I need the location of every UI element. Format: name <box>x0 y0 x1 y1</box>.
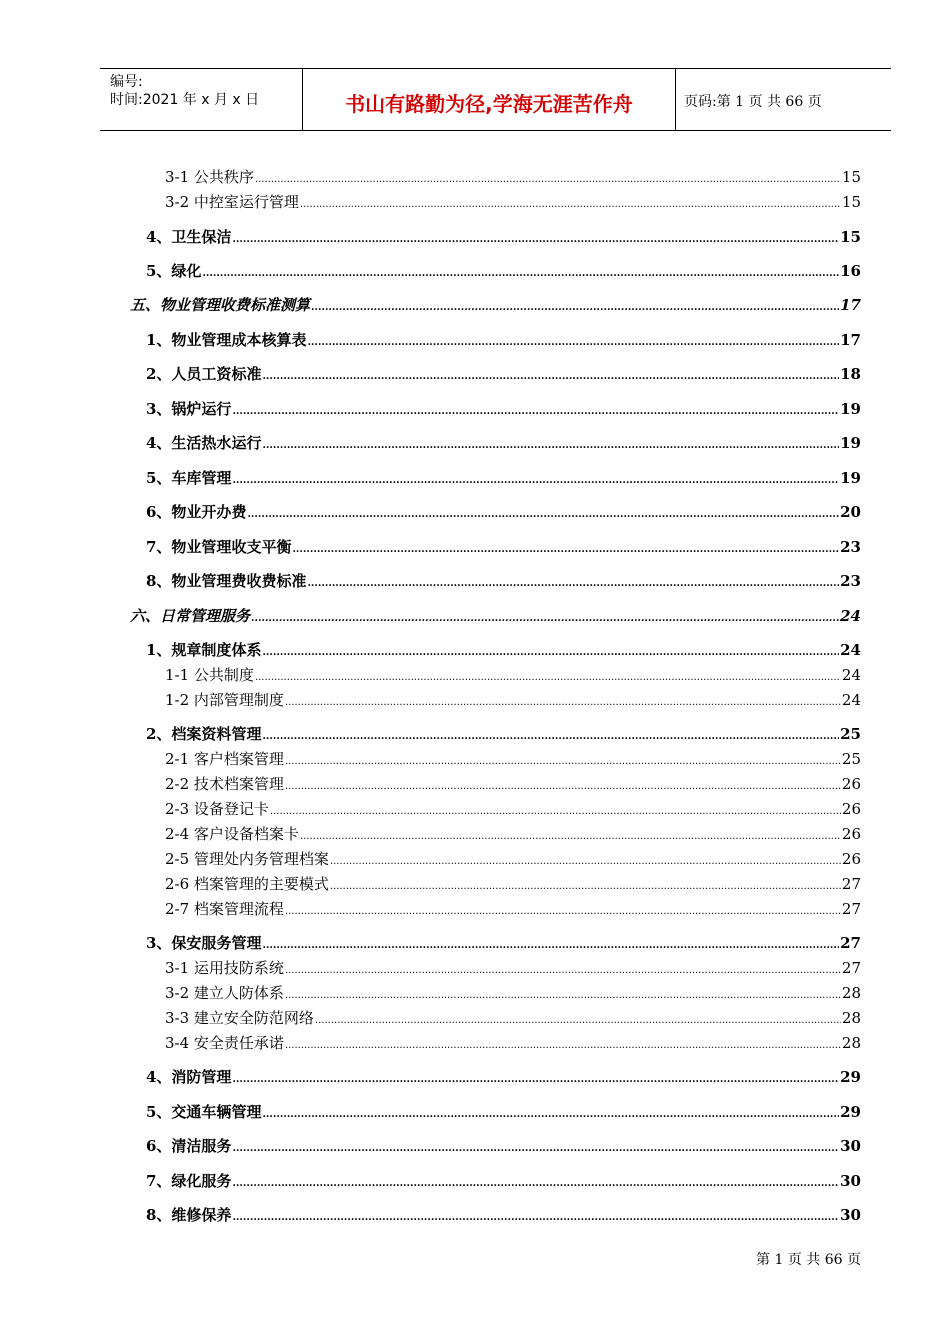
toc-entry-title: 3-1 运用技防系统 <box>165 959 284 977</box>
toc-entry-page: 28 <box>841 1009 861 1027</box>
toc-entry-title: 1-2 内部管理制度 <box>165 691 284 709</box>
toc-subsection[interactable] <box>165 982 861 1003</box>
toc-dot-leader <box>307 578 839 589</box>
toc-dot-leader <box>262 731 839 742</box>
toc-entry-title: 3、保安服务管理 <box>146 934 262 952</box>
toc-section[interactable] <box>146 467 861 488</box>
toc-section[interactable] <box>146 329 861 350</box>
toc-entry-title: 4、生活热水运行 <box>146 434 262 452</box>
toc-entry-page: 19 <box>840 400 861 418</box>
toc-entry-title: 2-5 管理处内务管理档案 <box>165 850 329 868</box>
toc-entry-page: 18 <box>840 365 861 383</box>
toc-entry-page: 23 <box>840 538 861 556</box>
toc-section[interactable] <box>146 363 861 384</box>
toc-entry-title: 五、物业管理收费标准测算 <box>130 296 311 314</box>
toc-dot-leader <box>285 1040 841 1051</box>
toc-dot-leader <box>285 697 841 708</box>
toc-entry-title: 1、规章制度体系 <box>146 641 262 659</box>
toc-entry-title: 2-6 档案管理的主要模式 <box>165 875 329 893</box>
toc-dot-leader <box>262 647 839 658</box>
toc-entry-title: 3-2 建立人防体系 <box>165 984 284 1002</box>
toc-subsection[interactable] <box>165 898 861 919</box>
toc-dot-leader <box>270 806 841 817</box>
toc-entry-title: 3-3 建立安全防范网络 <box>165 1009 314 1027</box>
toc-dot-leader <box>285 906 841 917</box>
toc-subsection[interactable] <box>165 823 861 844</box>
toc-entry-title: 1、物业管理成本核算表 <box>146 331 307 349</box>
toc-dot-leader <box>202 268 839 279</box>
toc-entry-title: 6、物业开办费 <box>146 503 247 521</box>
toc-section[interactable] <box>146 1066 861 1087</box>
toc-subsection[interactable] <box>165 191 861 212</box>
toc-section[interactable] <box>146 1170 861 1191</box>
toc-entry-page: 16 <box>840 262 861 280</box>
toc-section[interactable] <box>146 1101 861 1122</box>
toc-entry-page: 26 <box>841 775 861 793</box>
toc-entry-page: 27 <box>840 934 861 952</box>
toc-entry-page: 19 <box>840 469 861 487</box>
toc-dot-leader <box>285 990 841 1001</box>
header-motto: 书山有路勤为径,学海无涯苦作舟 <box>345 92 633 116</box>
toc-entry-page: 30 <box>840 1206 861 1224</box>
toc-subsection[interactable] <box>165 773 861 794</box>
toc-entry-title: 8、物业管理费收费标准 <box>146 572 307 590</box>
toc-dot-leader <box>232 1074 839 1085</box>
footer-page-info: 第 1 页 共 66 页 <box>756 1252 861 1268</box>
toc-entry-page: 24 <box>841 691 861 709</box>
toc-entry-title: 2-1 客户档案管理 <box>165 750 284 768</box>
toc-subsection[interactable] <box>165 166 861 187</box>
toc-dot-leader <box>292 544 839 555</box>
toc-dot-leader <box>262 440 839 451</box>
toc-section[interactable] <box>146 226 861 247</box>
toc-subsection[interactable] <box>165 1032 861 1053</box>
toc-entry-page: 27 <box>841 959 861 977</box>
toc-dot-leader <box>255 672 841 683</box>
toc-section[interactable] <box>146 932 861 953</box>
toc-dot-leader <box>262 371 839 382</box>
toc-chapter[interactable] <box>130 294 861 315</box>
toc-section[interactable] <box>146 501 861 522</box>
toc-dot-leader <box>330 856 841 867</box>
toc-dot-leader <box>285 756 841 767</box>
toc-dot-leader <box>307 337 839 348</box>
toc-subsection[interactable] <box>165 848 861 869</box>
toc-entry-title: 3-4 安全责任承诺 <box>165 1034 284 1052</box>
toc-subsection[interactable] <box>165 748 861 769</box>
toc-section[interactable] <box>146 570 861 591</box>
toc-entry-page: 27 <box>841 900 861 918</box>
toc-entry-page: 28 <box>841 1034 861 1052</box>
toc-entry-title: 2-2 技术档案管理 <box>165 775 284 793</box>
toc-dot-leader <box>262 1109 839 1120</box>
toc-entry-page: 25 <box>840 725 861 743</box>
toc-entry-title: 1-1 公共制度 <box>165 666 254 684</box>
toc-entry-page: 26 <box>841 825 861 843</box>
toc-dot-leader <box>232 475 839 486</box>
toc-entry-page: 15 <box>841 168 861 186</box>
toc-entry-title: 8、维修保养 <box>146 1206 232 1224</box>
toc-entry-title: 6、清洁服务 <box>146 1137 232 1155</box>
toc-dot-leader <box>247 509 839 520</box>
toc-entry-title: 2、档案资料管理 <box>146 725 262 743</box>
toc-dot-leader <box>232 234 839 245</box>
toc-dot-leader <box>232 1143 839 1154</box>
toc-dot-leader <box>251 613 839 624</box>
toc-entry-page: 19 <box>840 434 861 452</box>
toc-entry-page: 15 <box>840 228 861 246</box>
toc-subsection[interactable] <box>165 957 861 978</box>
toc-entry-page: 26 <box>841 800 861 818</box>
toc-entry-page: 30 <box>840 1172 861 1190</box>
toc-entry-title: 3、锅炉运行 <box>146 400 232 418</box>
toc-dot-leader <box>232 406 839 417</box>
toc-entry-title: 2-3 设备登记卡 <box>165 800 269 818</box>
toc-entry-page: 15 <box>841 193 861 211</box>
toc-subsection[interactable] <box>165 664 861 685</box>
toc-dot-leader <box>300 199 841 210</box>
toc-entry-page: 24 <box>840 607 861 625</box>
toc-entry-title: 3-2 中控室运行管理 <box>165 193 299 211</box>
toc-section[interactable] <box>146 536 861 557</box>
toc-entry-title: 2-7 档案管理流程 <box>165 900 284 918</box>
toc-dot-leader <box>285 781 841 792</box>
toc-entry-title: 2、人员工资标准 <box>146 365 262 383</box>
toc-entry-title: 3-1 公共秩序 <box>165 168 254 186</box>
doc-number-label: 编号: <box>110 74 143 90</box>
toc-entry-title: 2-4 客户设备档案卡 <box>165 825 299 843</box>
toc-dot-leader <box>300 831 841 842</box>
toc-dot-leader <box>262 940 839 951</box>
toc-section[interactable] <box>146 639 861 660</box>
toc-entry-page: 27 <box>841 875 861 893</box>
toc-section[interactable] <box>146 1135 861 1156</box>
toc-subsection[interactable] <box>165 689 861 710</box>
toc-entry-title: 4、消防管理 <box>146 1068 232 1086</box>
toc-chapter[interactable] <box>130 605 861 626</box>
toc-dot-leader <box>285 965 841 976</box>
toc-entry-title: 六、日常管理服务 <box>130 607 251 625</box>
toc-section[interactable] <box>146 432 861 453</box>
toc-entry-page: 20 <box>840 503 861 521</box>
toc-entry-page: 30 <box>840 1137 861 1155</box>
header-page-info: 页码:第 1 页 共 66 页 <box>684 94 822 110</box>
toc-dot-leader <box>255 174 841 185</box>
toc-entry-title: 5、绿化 <box>146 262 202 280</box>
toc-dot-leader <box>311 302 839 313</box>
toc-entry-title: 4、卫生保洁 <box>146 228 232 246</box>
toc-section[interactable] <box>146 1204 861 1225</box>
toc-dot-leader <box>330 881 841 892</box>
toc-subsection[interactable] <box>165 798 861 819</box>
toc-dot-leader <box>232 1212 839 1223</box>
toc-section[interactable] <box>146 723 861 744</box>
toc-entry-page: 29 <box>840 1103 861 1121</box>
toc-subsection[interactable] <box>165 1007 861 1028</box>
toc-dot-leader <box>232 1178 839 1189</box>
toc-entry-page: 24 <box>841 666 861 684</box>
toc-entry-page: 17 <box>840 296 861 314</box>
toc-subsection[interactable] <box>165 873 861 894</box>
toc-entry-title: 7、物业管理收支平衡 <box>146 538 292 556</box>
doc-time-label: 时间:2021 年 x 月 x 日 <box>110 92 260 108</box>
toc-entry-title: 7、绿化服务 <box>146 1172 232 1190</box>
toc-entry-page: 26 <box>841 850 861 868</box>
toc-entry-page: 23 <box>840 572 861 590</box>
toc-entry-page: 25 <box>841 750 861 768</box>
toc-entry-title: 5、交通车辆管理 <box>146 1103 262 1121</box>
toc-entry-page: 28 <box>841 984 861 1002</box>
toc-entry-title: 5、车库管理 <box>146 469 232 487</box>
toc-entry-page: 24 <box>840 641 861 659</box>
toc-entry-page: 17 <box>840 331 861 349</box>
toc-section[interactable] <box>146 398 861 419</box>
toc-entry-page: 29 <box>840 1068 861 1086</box>
toc-section[interactable] <box>146 260 861 281</box>
toc-dot-leader <box>315 1015 841 1026</box>
